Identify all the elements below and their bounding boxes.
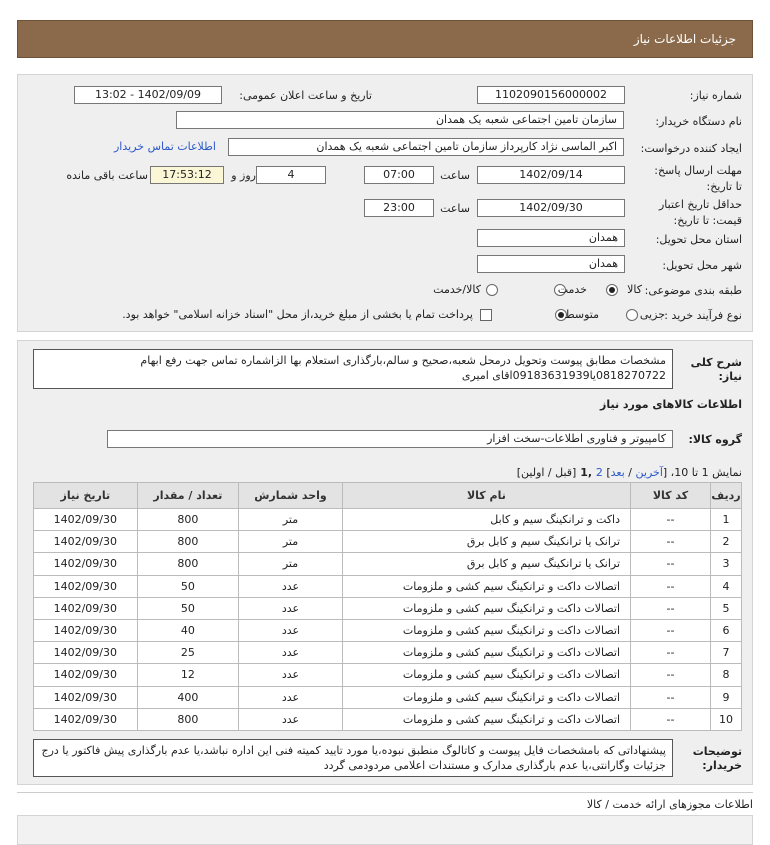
category-goods-label: کالا: [627, 283, 642, 296]
cell-code: --: [631, 686, 711, 708]
category-label: طبقه بندی موضوعی:: [644, 284, 742, 297]
table-row: [34, 575, 742, 597]
days-label: روز و: [231, 169, 256, 182]
pagination-page-1: ,1: [576, 466, 596, 479]
cell-code: --: [631, 553, 711, 575]
validity-time-field: 23:00: [364, 199, 434, 217]
cell-unit: عدد: [239, 642, 343, 664]
cell-name: داکت و ترانکینگ سیم و کابل: [342, 509, 630, 531]
cell-row-number: 7: [711, 642, 742, 664]
cell-date: 1402/09/30: [34, 642, 138, 664]
purchase-type-label: نوع فرآیند خرید :: [664, 309, 742, 322]
table-row: [34, 664, 742, 686]
cell-row-number: 10: [711, 708, 742, 730]
cell-code: --: [631, 708, 711, 730]
cell-row-number: 9: [711, 686, 742, 708]
col-unit-header: واحد شمارش: [239, 483, 343, 509]
validity-label: حداقل تاریخ اعتبار قیمت: تا تاریخ:: [658, 198, 742, 227]
buyer-notes-label: توضیحات خریدار:: [692, 745, 742, 772]
cell-name: اتصالات داکت و ترانکینگ سیم کشی و ملزومات: [342, 708, 630, 730]
city-field: همدان: [477, 255, 625, 273]
cell-name: اتصالات داکت و ترانکینگ سیم کشی و ملزومات: [342, 619, 630, 641]
permits-header: [17, 793, 753, 815]
pagination-tail: [قبل / اولین]: [516, 466, 577, 479]
buyer-contact-link[interactable]: اطلاعات تماس خریدار: [114, 140, 216, 153]
col-row-header: ردیف: [711, 483, 742, 509]
validity-time-label: ساعت: [440, 202, 470, 215]
treasury-payment-label: پرداخت تمام یا بخشی از مبلغ خرید،از محل "اسناد خزانه اسلامی" خواهد بود.: [122, 308, 473, 321]
creator-label: ایجاد کننده درخواست:: [640, 142, 742, 155]
col-date-header: تاریخ نیاز: [34, 483, 138, 509]
pagination-mid: ]: [602, 466, 611, 479]
category-goods-service-label: کالا/خدمت: [433, 283, 481, 296]
cell-row-number: 5: [711, 597, 742, 619]
pagination-page-2-link[interactable]: 2: [595, 466, 603, 479]
pagination: [517, 466, 742, 479]
page-title: جزئیات اطلاعات نیاز: [633, 32, 736, 46]
cell-row-number: 4: [711, 575, 742, 597]
validity-date-field: 1402/09/30: [477, 199, 625, 217]
summary-text: مشخصات مطابق پیوست وتحویل درمحل شعبه،صحیح و سالم،بارگذاری استعلام بها الزاشماره تماس جهت رفع ابهام 0818270722یا09183631939اقای امیری: [33, 349, 673, 389]
need-number-label: شماره نیاز:: [689, 89, 742, 102]
need-number-field: 1102090156000002: [477, 86, 625, 104]
col-quantity-header: تعداد / مقدار: [137, 483, 239, 509]
table-row: [34, 531, 742, 553]
cell-quantity: 800: [137, 509, 239, 531]
cell-name: اتصالات داکت و ترانکینگ سیم کشی و ملزومات: [342, 686, 630, 708]
col-code-header: کد کالا: [631, 483, 711, 509]
cell-date: 1402/09/30: [34, 664, 138, 686]
cell-date: 1402/09/30: [34, 597, 138, 619]
cell-quantity: 25: [137, 642, 239, 664]
cell-quantity: 800: [137, 531, 239, 553]
goods-section-title: اطلاعات کالاهای مورد نیاز: [600, 398, 742, 411]
reply-deadline-label: مهلت ارسال پاسخ: تا تاریخ:: [654, 164, 742, 193]
cell-row-number: 6: [711, 619, 742, 641]
cell-name: اتصالات داکت و ترانکینگ سیم کشی و ملزومات: [342, 597, 630, 619]
reply-time-label: ساعت: [440, 169, 470, 182]
cell-unit: عدد: [239, 597, 343, 619]
cell-row-number: 1: [711, 509, 742, 531]
summary-label: شرح کلی نیاز:: [690, 356, 742, 383]
col-name-header: نام کالا: [342, 483, 630, 509]
city-label: شهر محل تحویل:: [662, 259, 742, 272]
purchase-minor-label: جزیی: [639, 308, 665, 321]
table-row: [34, 509, 742, 531]
pagination-next-link[interactable]: بعد: [610, 466, 625, 479]
buyer-org-field: سازمان تامین اجتماعی شعبه یک همدان: [176, 111, 624, 129]
province-field: همدان: [477, 229, 625, 247]
cell-quantity: 800: [137, 553, 239, 575]
days-field: 4: [256, 166, 326, 184]
cell-name: ترانک یا ترانکینگ سیم و کابل برق: [342, 531, 630, 553]
cell-name: اتصالات داکت و ترانکینگ سیم کشی و ملزومات: [342, 642, 630, 664]
table-row: [34, 686, 742, 708]
cell-quantity: 12: [137, 664, 239, 686]
cell-date: 1402/09/30: [34, 686, 138, 708]
table-row: [34, 553, 742, 575]
permits-title: اطلاعات مجوزهای ارائه خدمت / کالا: [586, 798, 753, 811]
announce-label: تاریخ و ساعت اعلان عمومی:: [239, 89, 372, 102]
cell-date: 1402/09/30: [34, 708, 138, 730]
cell-quantity: 40: [137, 619, 239, 641]
cell-quantity: 50: [137, 575, 239, 597]
pagination-last-link[interactable]: آخرین: [635, 466, 663, 479]
cell-name: اتصالات داکت و ترانکینگ سیم کشی و ملزومات: [342, 575, 630, 597]
cell-code: --: [631, 619, 711, 641]
cell-code: --: [631, 575, 711, 597]
treasury-payment-checkbox[interactable]: [480, 309, 492, 321]
category-goods-radio[interactable]: [606, 284, 618, 296]
cell-unit: عدد: [239, 575, 343, 597]
cell-unit: عدد: [239, 708, 343, 730]
table-row: [34, 597, 742, 619]
cell-row-number: 2: [711, 531, 742, 553]
cell-quantity: 800: [137, 708, 239, 730]
province-label: استان محل تحویل:: [655, 233, 742, 246]
page-header: [17, 20, 753, 58]
table-row: [34, 619, 742, 641]
cell-row-number: 8: [711, 664, 742, 686]
category-service-label: خدمت: [557, 283, 587, 296]
cell-date: 1402/09/30: [34, 531, 138, 553]
cell-date: 1402/09/30: [34, 509, 138, 531]
reply-time-field: 07:00: [364, 166, 434, 184]
remaining-time-field: 17:53:12: [150, 166, 224, 184]
cell-row-number: 3: [711, 553, 742, 575]
cell-date: 1402/09/30: [34, 619, 138, 641]
reply-date-field: 1402/09/14: [477, 166, 625, 184]
announce-field: 1402/09/09 - 13:02: [74, 86, 222, 104]
permits-panel: [17, 815, 753, 845]
table-row: [34, 708, 742, 730]
cell-code: --: [631, 509, 711, 531]
cell-code: --: [631, 597, 711, 619]
cell-name: اتصالات داکت و ترانکینگ سیم کشی و ملزومات: [342, 664, 630, 686]
cell-unit: عدد: [239, 664, 343, 686]
cell-name: ترانک یا ترانکینگ سیم و کابل برق: [342, 553, 630, 575]
cell-date: 1402/09/30: [34, 575, 138, 597]
remaining-label: ساعت باقی مانده: [66, 169, 148, 182]
cell-date: 1402/09/30: [34, 553, 138, 575]
purchase-minor-radio[interactable]: [626, 309, 638, 321]
cell-unit: عدد: [239, 686, 343, 708]
buyer-notes-text: پیشنهاداتی که بامشخصات فایل پیوست و کاتالوگ منطبق نبوده،یا مورد تایید کمیته فنی این اداره نباشد،یا عدم بارگذاری پیش فاکتور یا درج جزئیات وگارانتی،یا عدم بارگذاری مدارک و مستندات اعلامی مردودمی گردد: [33, 739, 673, 777]
cell-code: --: [631, 531, 711, 553]
pagination-sep: /: [624, 466, 636, 479]
goods-table: [33, 482, 742, 731]
goods-group-field: کامپیوتر و فناوری اطلاعات-سخت افزار: [107, 430, 673, 448]
cell-code: --: [631, 642, 711, 664]
cell-unit: عدد: [239, 619, 343, 641]
creator-field: اکبر الماسی نژاد کارپرداز سازمان تامین اجتماعی شعبه یک همدان: [228, 138, 624, 156]
buyer-org-label: نام دستگاه خریدار:: [655, 115, 742, 128]
purchase-medium-label: متوسط: [564, 308, 599, 321]
cell-quantity: 400: [137, 686, 239, 708]
cell-unit: متر: [239, 531, 343, 553]
cell-unit: متر: [239, 553, 343, 575]
pagination-text: نمایش 1 تا 10، [: [662, 466, 742, 479]
cell-quantity: 50: [137, 597, 239, 619]
category-goods-service-radio[interactable]: [486, 284, 498, 296]
cell-code: --: [631, 664, 711, 686]
cell-unit: متر: [239, 509, 343, 531]
goods-table-header: [34, 483, 742, 509]
table-row: [34, 642, 742, 664]
goods-group-label: گروه کالا:: [688, 433, 742, 446]
